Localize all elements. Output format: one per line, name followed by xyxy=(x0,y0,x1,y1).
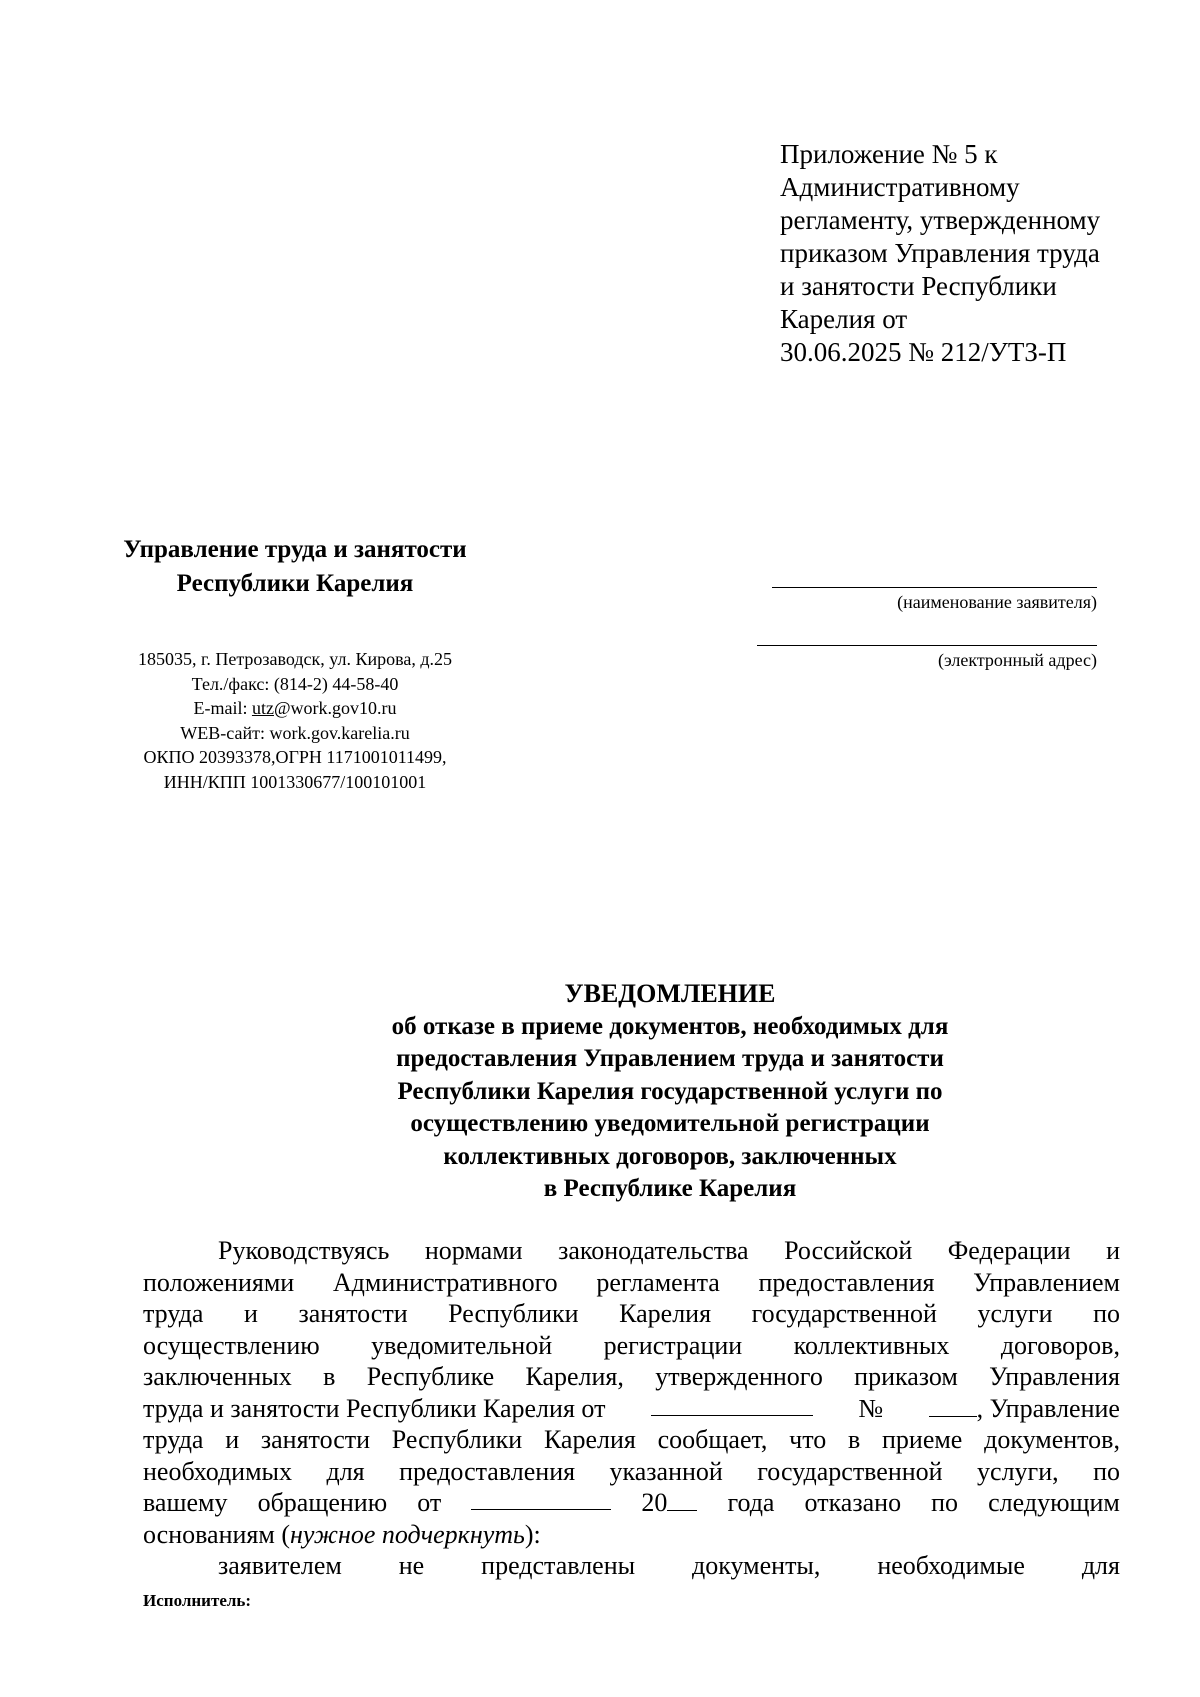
applicant-name-line[interactable] xyxy=(772,567,1097,588)
body-line xyxy=(143,1550,1120,1582)
body-word: Управлением xyxy=(973,1267,1120,1297)
body-word: необходимые xyxy=(877,1551,1025,1580)
instruction-note: нужное подчеркнуть xyxy=(289,1519,525,1549)
body-word: Карелия xyxy=(619,1299,712,1328)
notice-subtitle-line: коллективных договоров, заключенных xyxy=(443,1142,897,1170)
applicant-email-field[interactable] xyxy=(757,625,1097,672)
notice-subtitle-line: в Республике Карелия xyxy=(543,1175,797,1202)
body-word: Карелия, xyxy=(525,1362,624,1391)
body-word: положениями xyxy=(143,1267,295,1297)
notice-subtitle-line: осуществлению уведомительной регистрации xyxy=(410,1110,930,1137)
body-word: предоставления xyxy=(399,1456,576,1486)
body-text: основаниям ( xyxy=(143,1519,290,1549)
organization-name-line: Республики Карелия xyxy=(176,570,414,597)
body-word: нормами xyxy=(424,1236,523,1265)
body-word: заключенных xyxy=(143,1362,292,1391)
body-word: документов, xyxy=(984,1425,1120,1454)
body-word: и xyxy=(225,1425,240,1454)
body-word: заявителем xyxy=(218,1551,342,1580)
body-line xyxy=(143,1424,1120,1456)
body-word: уведомительной xyxy=(371,1330,553,1360)
body-word: занятости xyxy=(298,1299,408,1328)
body-text: по xyxy=(931,1488,959,1517)
body-line xyxy=(143,1298,1120,1330)
organization-name xyxy=(60,533,530,601)
body-word: занятости xyxy=(260,1425,371,1454)
body-word: Республике xyxy=(366,1362,495,1391)
body-line xyxy=(143,1487,1120,1519)
body-word: не xyxy=(398,1551,425,1580)
body-word: необходимых xyxy=(143,1456,293,1486)
body-word: государственной xyxy=(751,1299,937,1328)
body-line xyxy=(143,1267,1120,1299)
applicant-name-caption: (наименование заявителя) xyxy=(897,592,1097,612)
body-text: № xyxy=(858,1393,884,1423)
body-word: утвержденного xyxy=(655,1362,823,1391)
body-word: регламента xyxy=(596,1267,720,1297)
body-word: Административного xyxy=(332,1267,558,1297)
request-year-blank[interactable] xyxy=(667,1488,697,1511)
body-line xyxy=(143,1519,1120,1551)
body-word: государственной xyxy=(757,1456,943,1486)
appendix-line: Административному xyxy=(780,172,1020,202)
body-word: приеме xyxy=(881,1425,963,1454)
order-number-blank[interactable] xyxy=(929,1394,977,1417)
body-word: по xyxy=(1093,1456,1120,1486)
appendix-line: приказом Управления труда xyxy=(780,238,1100,268)
applicant-email-line[interactable] xyxy=(757,625,1097,646)
body-word: услуги xyxy=(977,1299,1053,1328)
body-word: в xyxy=(323,1362,336,1391)
notice-subtitle-line: об отказе в приеме документов, необходимых для xyxy=(391,1012,949,1040)
notice-title: УВЕДОМЛЕНИЕ xyxy=(564,979,776,1008)
body-text: обращению xyxy=(257,1488,388,1517)
body-word: труда xyxy=(143,1425,204,1454)
order-date-blank[interactable] xyxy=(651,1393,813,1416)
appendix-reference xyxy=(780,138,1150,369)
body-word: представлены xyxy=(481,1551,636,1580)
body-text: следующим xyxy=(988,1488,1120,1517)
body-word: в xyxy=(847,1425,861,1454)
organization-email xyxy=(95,696,495,721)
body-word: для xyxy=(326,1456,365,1486)
notice-subtitle-line: предоставления Управлением труда и занятости xyxy=(396,1045,944,1072)
notice-subtitle-line: Республики Карелия государственной услуги по xyxy=(397,1077,943,1105)
notice-body xyxy=(143,1235,1120,1582)
organization-website: WEB-сайт: work.gov.karelia.ru xyxy=(180,722,410,743)
body-word: и xyxy=(1106,1236,1120,1265)
applicant-name-field[interactable] xyxy=(772,567,1097,614)
body-text: от xyxy=(417,1488,442,1517)
email-domain: @work.gov10.ru xyxy=(273,698,397,718)
body-word: труда xyxy=(143,1299,204,1328)
body-word: Карелия xyxy=(543,1425,636,1454)
body-word: документы, xyxy=(692,1551,821,1580)
body-word: предоставления xyxy=(758,1267,935,1297)
body-word: регистрации xyxy=(603,1330,743,1360)
body-text: отказано xyxy=(804,1488,902,1517)
body-word: приказом xyxy=(854,1362,958,1391)
organization-name-line: Управление труда и занятости xyxy=(123,536,467,563)
organization-contacts xyxy=(95,647,495,794)
appendix-line: регламенту, утвержденному xyxy=(780,205,1101,235)
email-user-link[interactable]: utz xyxy=(251,698,274,718)
organization-phone: Тел./факс: (814-2) 44-58-40 xyxy=(191,673,399,694)
body-line xyxy=(143,1330,1120,1362)
body-word: Российской xyxy=(784,1236,913,1265)
applicant-email-caption: (электронный адрес) xyxy=(937,650,1097,670)
body-word: коллективных xyxy=(793,1330,950,1360)
body-line xyxy=(143,1393,1120,1425)
body-word: Республики xyxy=(448,1299,579,1328)
organization-tax-codes: ИНН/КПП 1001330677/100101001 xyxy=(163,771,427,792)
year-group xyxy=(641,1487,697,1519)
request-date-blank[interactable] xyxy=(471,1487,611,1510)
body-text: труда и занятости Республики Карелия от xyxy=(143,1393,606,1423)
body-word: Руководствуясь xyxy=(218,1236,390,1265)
notice-title-block xyxy=(300,978,1040,1206)
body-text: года xyxy=(727,1488,775,1517)
appendix-line: Приложение № 5 к xyxy=(780,139,998,169)
body-word: договоров, xyxy=(1000,1330,1120,1360)
body-word: законодательства xyxy=(558,1236,749,1265)
appendix-line: Карелия от xyxy=(780,304,908,334)
appendix-line: 30.06.2025 № 212/УТЗ-П xyxy=(780,337,1067,367)
body-word: Федерации xyxy=(947,1236,1071,1265)
appendix-line: и занятости Республики xyxy=(780,271,1057,301)
body-word: Управления xyxy=(989,1362,1120,1391)
body-line xyxy=(143,1456,1120,1488)
email-label: E-mail: xyxy=(193,698,252,718)
organization-codes: ОКПО 20393378,ОГРН 1171001011499, xyxy=(143,747,447,767)
body-word: Республики xyxy=(391,1425,523,1454)
body-word: для xyxy=(1081,1551,1120,1580)
body-word: по xyxy=(1093,1299,1120,1328)
body-text: ): xyxy=(524,1519,541,1549)
body-word: осуществлению xyxy=(143,1330,320,1360)
body-text: 20 xyxy=(641,1488,668,1517)
organization-address: 185035, г. Петрозаводск, ул. Кирова, д.25 xyxy=(137,649,452,669)
body-word: что xyxy=(789,1425,827,1454)
order-number-group xyxy=(929,1393,1120,1425)
body-text: , Управление xyxy=(976,1393,1120,1423)
body-line xyxy=(143,1235,1120,1267)
body-word: и xyxy=(244,1299,258,1328)
body-text: вашему xyxy=(143,1488,228,1517)
body-line xyxy=(143,1361,1120,1393)
executor-label: Исполнитель: xyxy=(143,1591,252,1610)
body-word: указанной xyxy=(609,1456,723,1486)
body-word: услуги, xyxy=(977,1456,1059,1486)
body-word: сообщает, xyxy=(657,1425,768,1454)
